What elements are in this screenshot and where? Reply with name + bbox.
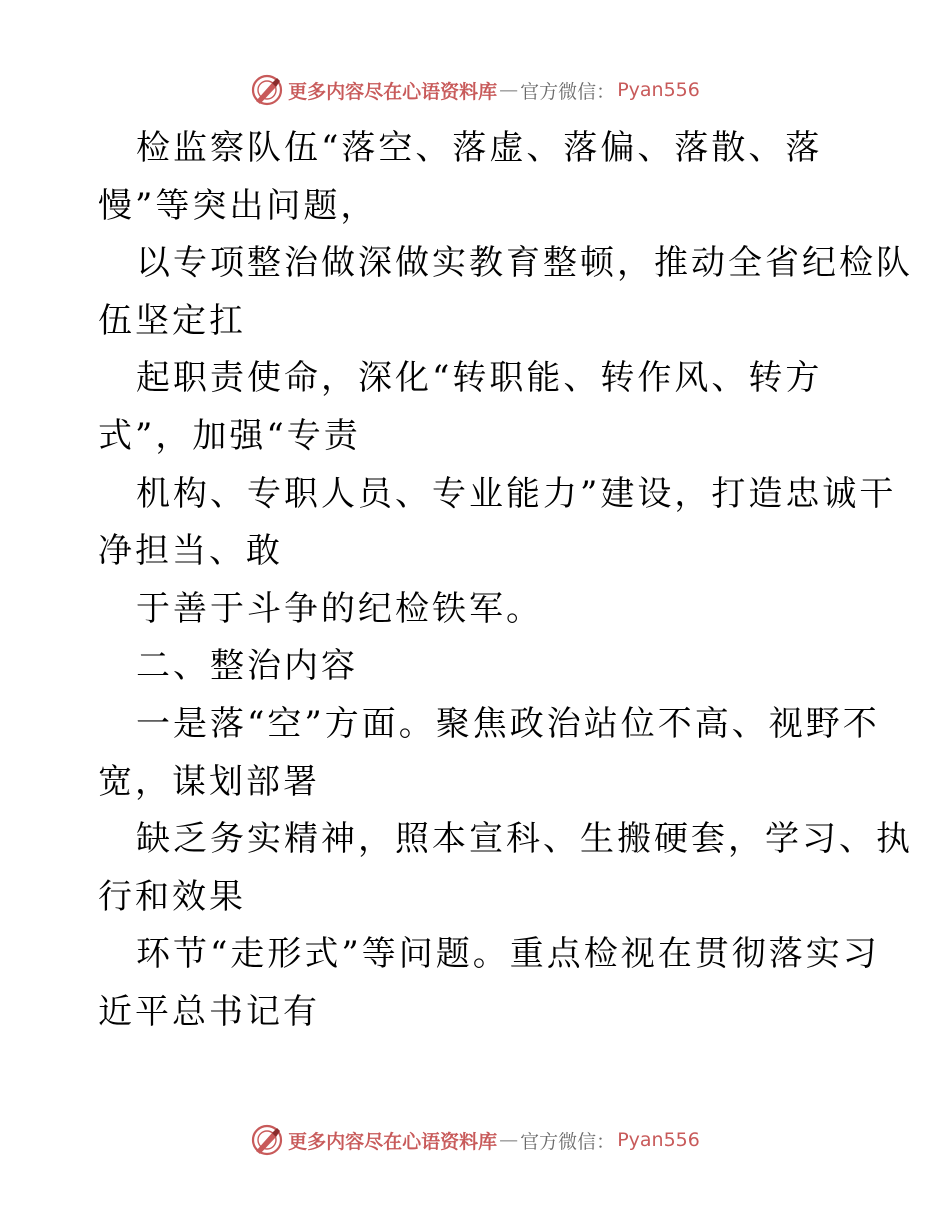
header-watermark (0, 70, 950, 110)
watermark-official-label: 官方微信： (520, 1130, 616, 1153)
text-line: 机构、专职人员、专业能力”建设，打造忠诚干 (136, 473, 897, 514)
watermark-official-label: 官方微信： (520, 80, 616, 103)
text-line: 缺乏务实精神，照本宣科、生搬硬套，学习、执 (136, 819, 913, 860)
pen-seal-icon (250, 73, 284, 107)
watermark-wechat-id: Pyan556 (617, 79, 700, 101)
text-line: 以专项整治做深做实教育整顿，推动全省纪检队 (136, 243, 913, 284)
text-line: 伍坚定扛 (98, 300, 246, 341)
text-line: 式”，加强“专责 (98, 415, 361, 456)
text-line: 慢”等突出问题， (98, 185, 378, 226)
footer-watermark (0, 1120, 950, 1160)
text-line: 宽，谋划部署 (98, 761, 320, 802)
watermark-wechat-id: Pyan556 (617, 1129, 700, 1151)
text-line: 一是落“空”方面。聚焦政治站位不高、视野不 (136, 703, 880, 744)
section-heading: 二、整治内容 (136, 646, 358, 687)
pen-seal-icon (250, 1123, 284, 1157)
text-line: 检监察队伍“落空、落虚、落偏、落散、落 (136, 128, 823, 168)
text-line: 于善于斗争的纪检铁军。 (136, 588, 543, 629)
text-line: 起职责使命，深化“转职能、转作风、转方 (136, 358, 823, 399)
watermark-brand-text: 更多内容尽在心语资料库 (288, 80, 498, 103)
text-line: 环节“走形式”等问题。重点检视在贯彻落实习 (136, 934, 880, 975)
watermark-dash: — (499, 79, 519, 101)
text-line: 近平总书记有 (98, 991, 320, 1032)
text-line: 行和效果 (98, 876, 246, 917)
watermark-brand-text: 更多内容尽在心语资料库 (288, 1130, 498, 1153)
watermark-dash: — (499, 1129, 519, 1151)
document-body (98, 120, 913, 1042)
text-line: 净担当、敢 (98, 531, 283, 572)
